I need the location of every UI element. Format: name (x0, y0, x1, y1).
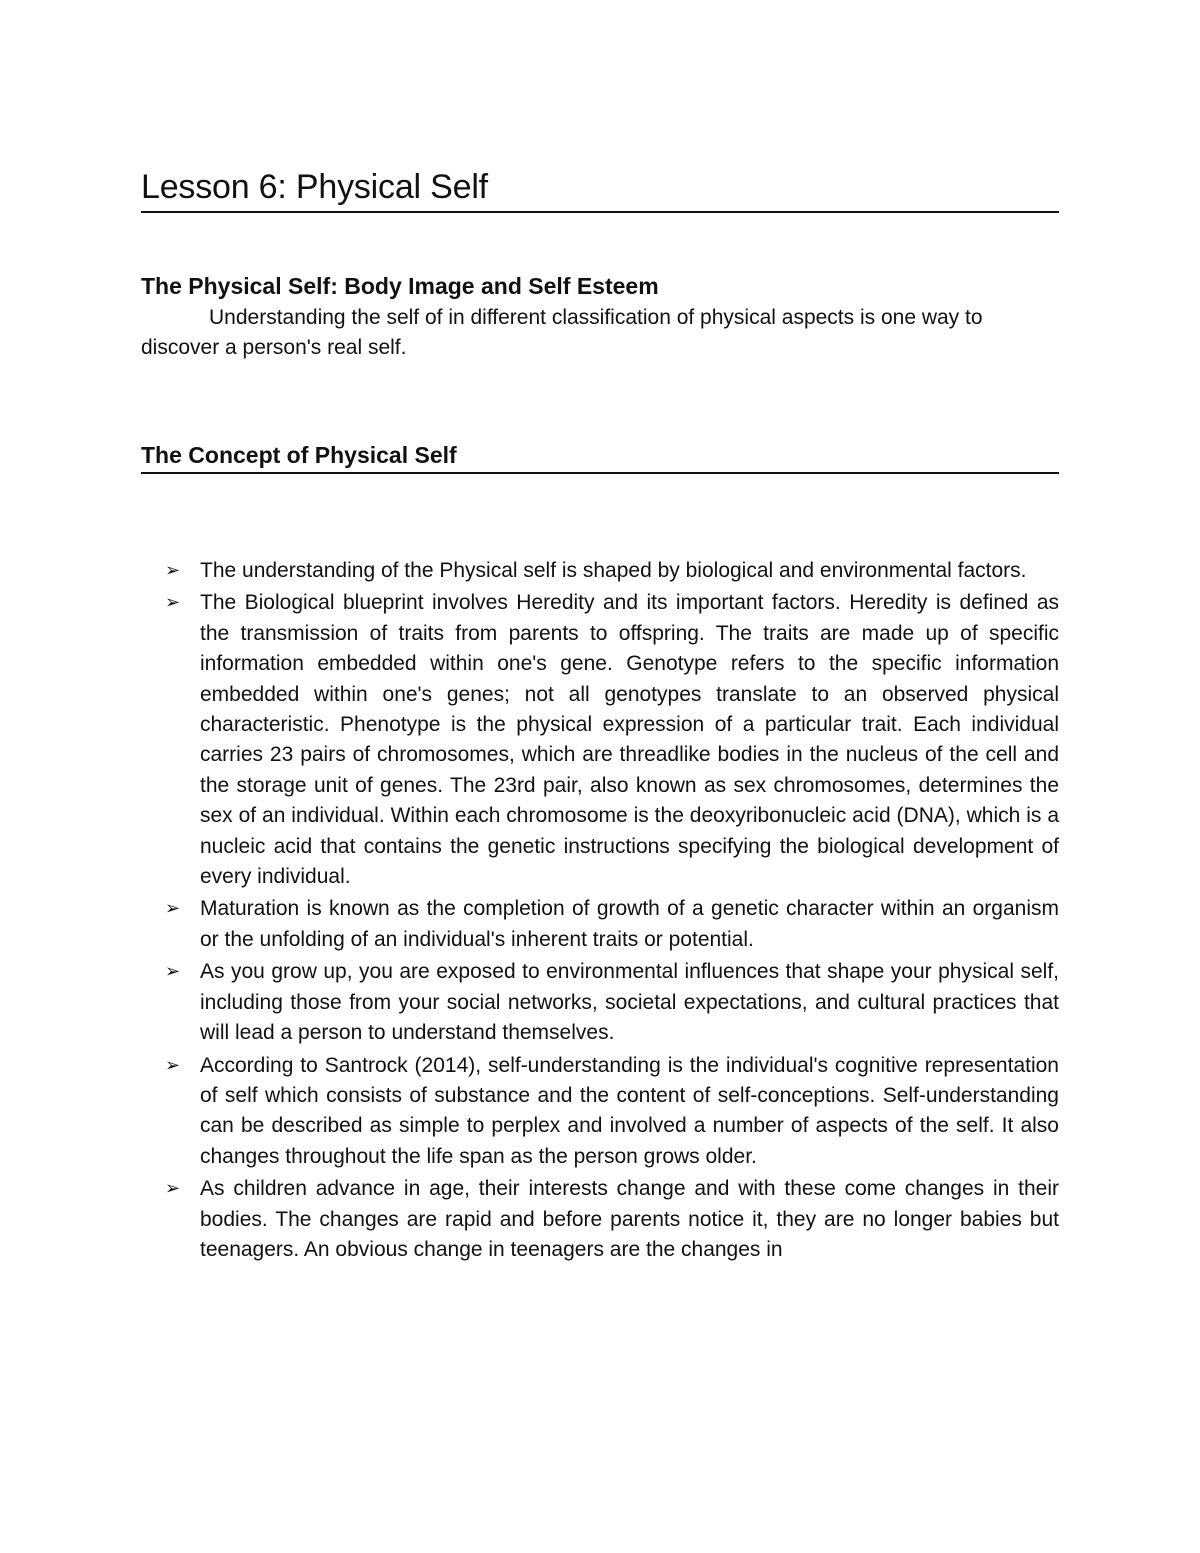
section-heading: The Concept of Physical Self (141, 440, 1059, 474)
arrowhead-bullet-icon: ➢ (165, 1054, 181, 1076)
list-item (141, 957, 1059, 1048)
list-item-text: As children advance in age, their interests change and with these come changes in their bodies. The changes are rapid and before parents notice it, they are no longer babies but teenagers. An obvious change in teenagers are the changes in (200, 1177, 1059, 1261)
arrowhead-bullet-icon: ➢ (165, 592, 181, 614)
list-item (141, 588, 1059, 892)
arrowhead-bullet-icon: ➢ (165, 961, 181, 983)
arrowhead-bullet-icon: ➢ (165, 1178, 181, 1200)
intro-paragraph: Understanding the self of in different classification of physical aspects is one way to discover a person's real self. (141, 306, 983, 359)
list-item (141, 1174, 1059, 1265)
list-item (141, 894, 1059, 955)
list-item-text: The Biological blueprint involves Heredity and its important factors. Heredity is defined as the transmission of traits from parents to offspring. The traits are made up of specific information embedded within one's gene. Genotype refers to the specific information embedded within one's genes; not all genotypes translate to an observed physical characteristic. Phenotype is the physical expression of a particular trait. Each individual carries 23 pairs of chromosomes, which are threadlike bodies in the nucleus of the cell and the storage unit of genes. The 23rd pair, also known as sex chromosomes, determines the sex of an individual. Within each chromosome is the deoxyribonucleic acid (DNA), which is a nucleic acid that contains the genetic instructions specifying the biological development of every individual. (200, 591, 1059, 889)
list-item (141, 556, 1059, 586)
list-item-text: The understanding of the Physical self is shaped by biological and environmental factors. (200, 559, 1027, 582)
document-page (141, 165, 1059, 1267)
arrowhead-bullet-icon: ➢ (165, 560, 181, 581)
subtitle-heading: The Physical Self: Body Image and Self Esteem (141, 273, 659, 299)
list-item-text: As you grow up, you are exposed to environmental influences that shape your physical self, including those from your social networks, societal expectations, and cultural practices that will lead a person to understand themselves. (200, 960, 1059, 1045)
lesson-title: Lesson 6: Physical Self (141, 165, 1059, 213)
bullet-list (141, 556, 1059, 1265)
list-item-text: Maturation is known as the completion of growth of a genetic character within an organism or the unfolding of an individual's inherent traits or potential. (200, 897, 1059, 951)
list-item-text: According to Santrock (2014), self-understanding is the individual's cognitive representation of self which consists of substance and the content of self-conceptions. Self-understanding can be described as simple to perplex and involved a number of aspects of the self. It also changes throughout the life span as the person grows older. (200, 1053, 1059, 1168)
arrowhead-bullet-icon: ➢ (165, 898, 181, 920)
list-item (141, 1051, 1059, 1173)
